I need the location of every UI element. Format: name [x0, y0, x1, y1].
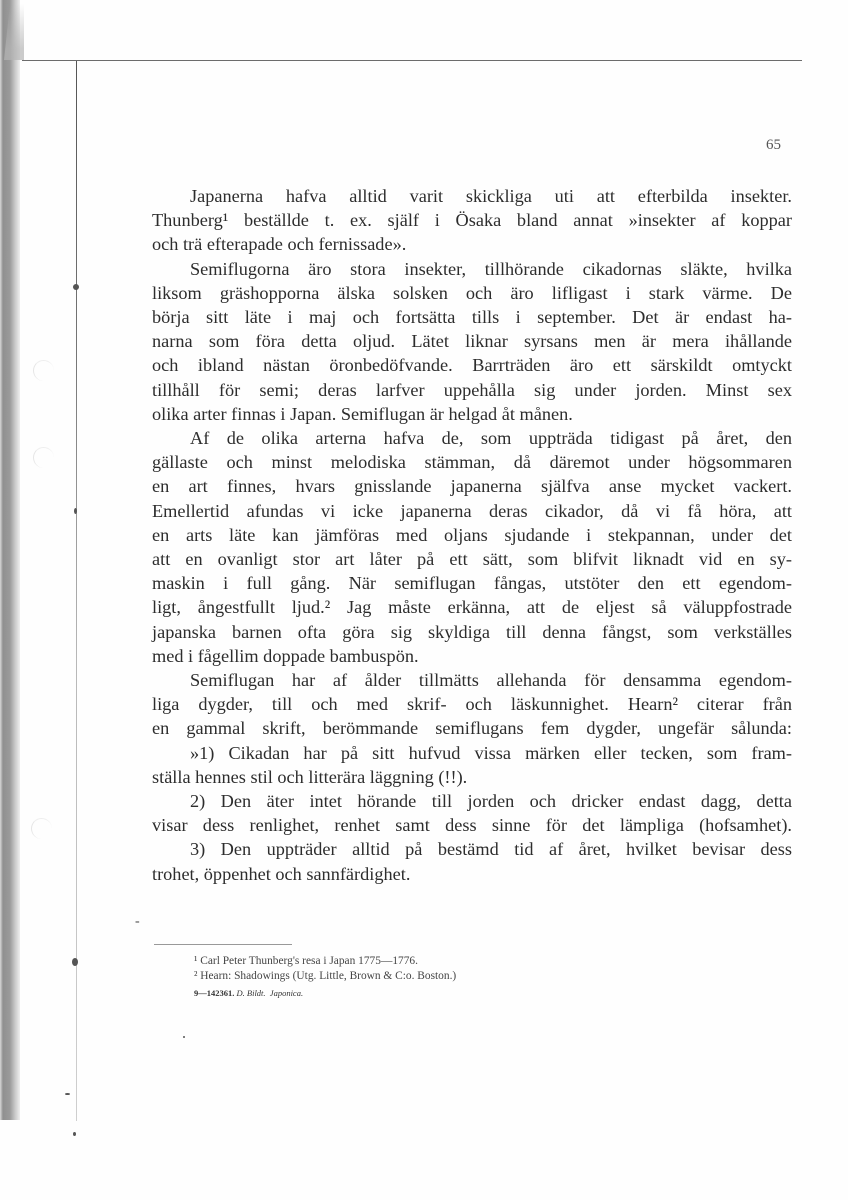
paragraph — [152, 789, 792, 837]
text-line: en arts läte kan jämföras med oljans sjudande i stekpannan, under det — [152, 524, 792, 545]
paragraph — [152, 837, 792, 885]
text-line: börja sitt läte i maj och fortsätta tills i september. Det är endast ha- — [152, 307, 792, 328]
page-number: 65 — [766, 137, 781, 153]
text-line: japanska barnen ofta göra sig skyldiga till denna fångst, som verkställes — [152, 621, 792, 642]
printer-number: 9—142361. — [194, 988, 235, 998]
paragraph — [152, 426, 792, 668]
text-line: en gammal skrift, berömmande semiflugans fem dygder, ungefär sålunda: — [152, 718, 792, 739]
text-line: tillhåll för semi; deras larfver uppehålla sig under jorden. Minst sex — [152, 379, 792, 400]
binding-shadow — [0, 0, 20, 1120]
paragraph — [152, 741, 792, 789]
text-line: liga dygder, till och med skrif- och läskunnighet. Hearn² citerar från — [152, 694, 792, 715]
text-line: ställa hennes stil och litterära läggning (!!). — [152, 766, 468, 787]
text-line: visar dess renlighet, renhet samt dess sinne för det lämpliga (hofsamhet). — [152, 815, 792, 836]
footnote-divider — [154, 944, 292, 945]
text-line: Emellertid afundas vi icke japanerna deras cikador, då vi få höra, att — [152, 500, 792, 521]
text-line: en art finnes, hvars gnisslande japanerna själfva anse mycket vackert. — [152, 476, 792, 497]
footnote-2: ² Hearn: Shadowings (Utg. Little, Brown & C:o. Boston.) — [194, 970, 457, 982]
text-line: att en ovanligt stor art låter på ett sätt, som blifvit liknadt vid en sy- — [152, 549, 792, 570]
text-line: »1) Cikadan har på sitt hufvud vissa märken eller tecken, som fram- — [190, 742, 792, 763]
text-line: narna som föra detta oljud. Lätet liknar syrsans men är mera ihållande — [152, 331, 792, 352]
punch-hole-mark — [33, 447, 54, 468]
printer-signature — [194, 988, 303, 998]
text-line: ligt, ångestfullt ljud.² Jag måste erkänna, att de eljest så väluppfostrade — [152, 597, 792, 618]
text-line: Semiflugan har af ålder tillmätts allehanda för densamma egendom- — [190, 670, 792, 691]
ink-speck — [73, 1132, 76, 1136]
stray-mark: - — [135, 914, 140, 929]
ink-speck — [183, 1036, 185, 1038]
text-line: Japanerna hafva alltid varit skickliga uti att efterbilda insekter. — [190, 186, 792, 206]
paragraph — [152, 257, 792, 426]
text-line: trohet, öppenhet och sannfärdighet. — [152, 863, 411, 884]
text-line: och trä efterapade och fernissade». — [152, 234, 407, 255]
scan-edge-top — [22, 60, 802, 61]
paragraph — [152, 184, 792, 257]
text-line: och ibland nästan öronbedöfvande. Barrträden äro ett särskildt omtyckt — [152, 355, 792, 376]
text-line: Af de olika arterna hafva de, som uppträda tidigast på året, den — [190, 428, 792, 449]
text-line: liksom gräshopporna älska solsken och äro lifligast i stark värme. De — [152, 282, 792, 303]
text-line: Semiflugorna äro stora insekter, tillhörande cikadornas släkte, hvilka — [190, 258, 792, 279]
ink-speck — [73, 284, 79, 290]
body-text — [152, 184, 792, 886]
ink-speck — [72, 958, 78, 966]
footnote-1: ¹ Carl Peter Thunberg's resa i Japan 1775—1776. — [194, 955, 418, 967]
ink-speck — [74, 508, 77, 514]
footnotes — [194, 954, 754, 984]
text-line: med i fågellim doppade bambuspön. — [152, 645, 419, 666]
text-line: Thunberg¹ beställde t. ex. själf i Ösaka bland annat »insekter af koppar — [152, 210, 792, 231]
ink-speck — [65, 1093, 70, 1095]
text-line: gällaste och minst melodiska stämman, då däremot under högsommaren — [152, 452, 792, 473]
text-line: maskin i full gång. När semiflugan fångas, utstöter den ett egendom- — [152, 573, 792, 594]
printer-title: D. Bildt. Japonica. — [236, 988, 304, 998]
punch-hole-mark — [31, 818, 52, 839]
punch-hole-mark — [33, 360, 54, 381]
text-line: 2) Den äter intet hörande till jorden och dricker endast dagg, detta — [190, 791, 792, 812]
text-line: 3) Den uppträder alltid på bestämd tid af året, hvilket bevisar dess — [190, 839, 792, 860]
text-line: olika arter finnas i Japan. Semiflugan är helgad åt månen. — [152, 403, 573, 424]
paragraph — [152, 668, 792, 741]
